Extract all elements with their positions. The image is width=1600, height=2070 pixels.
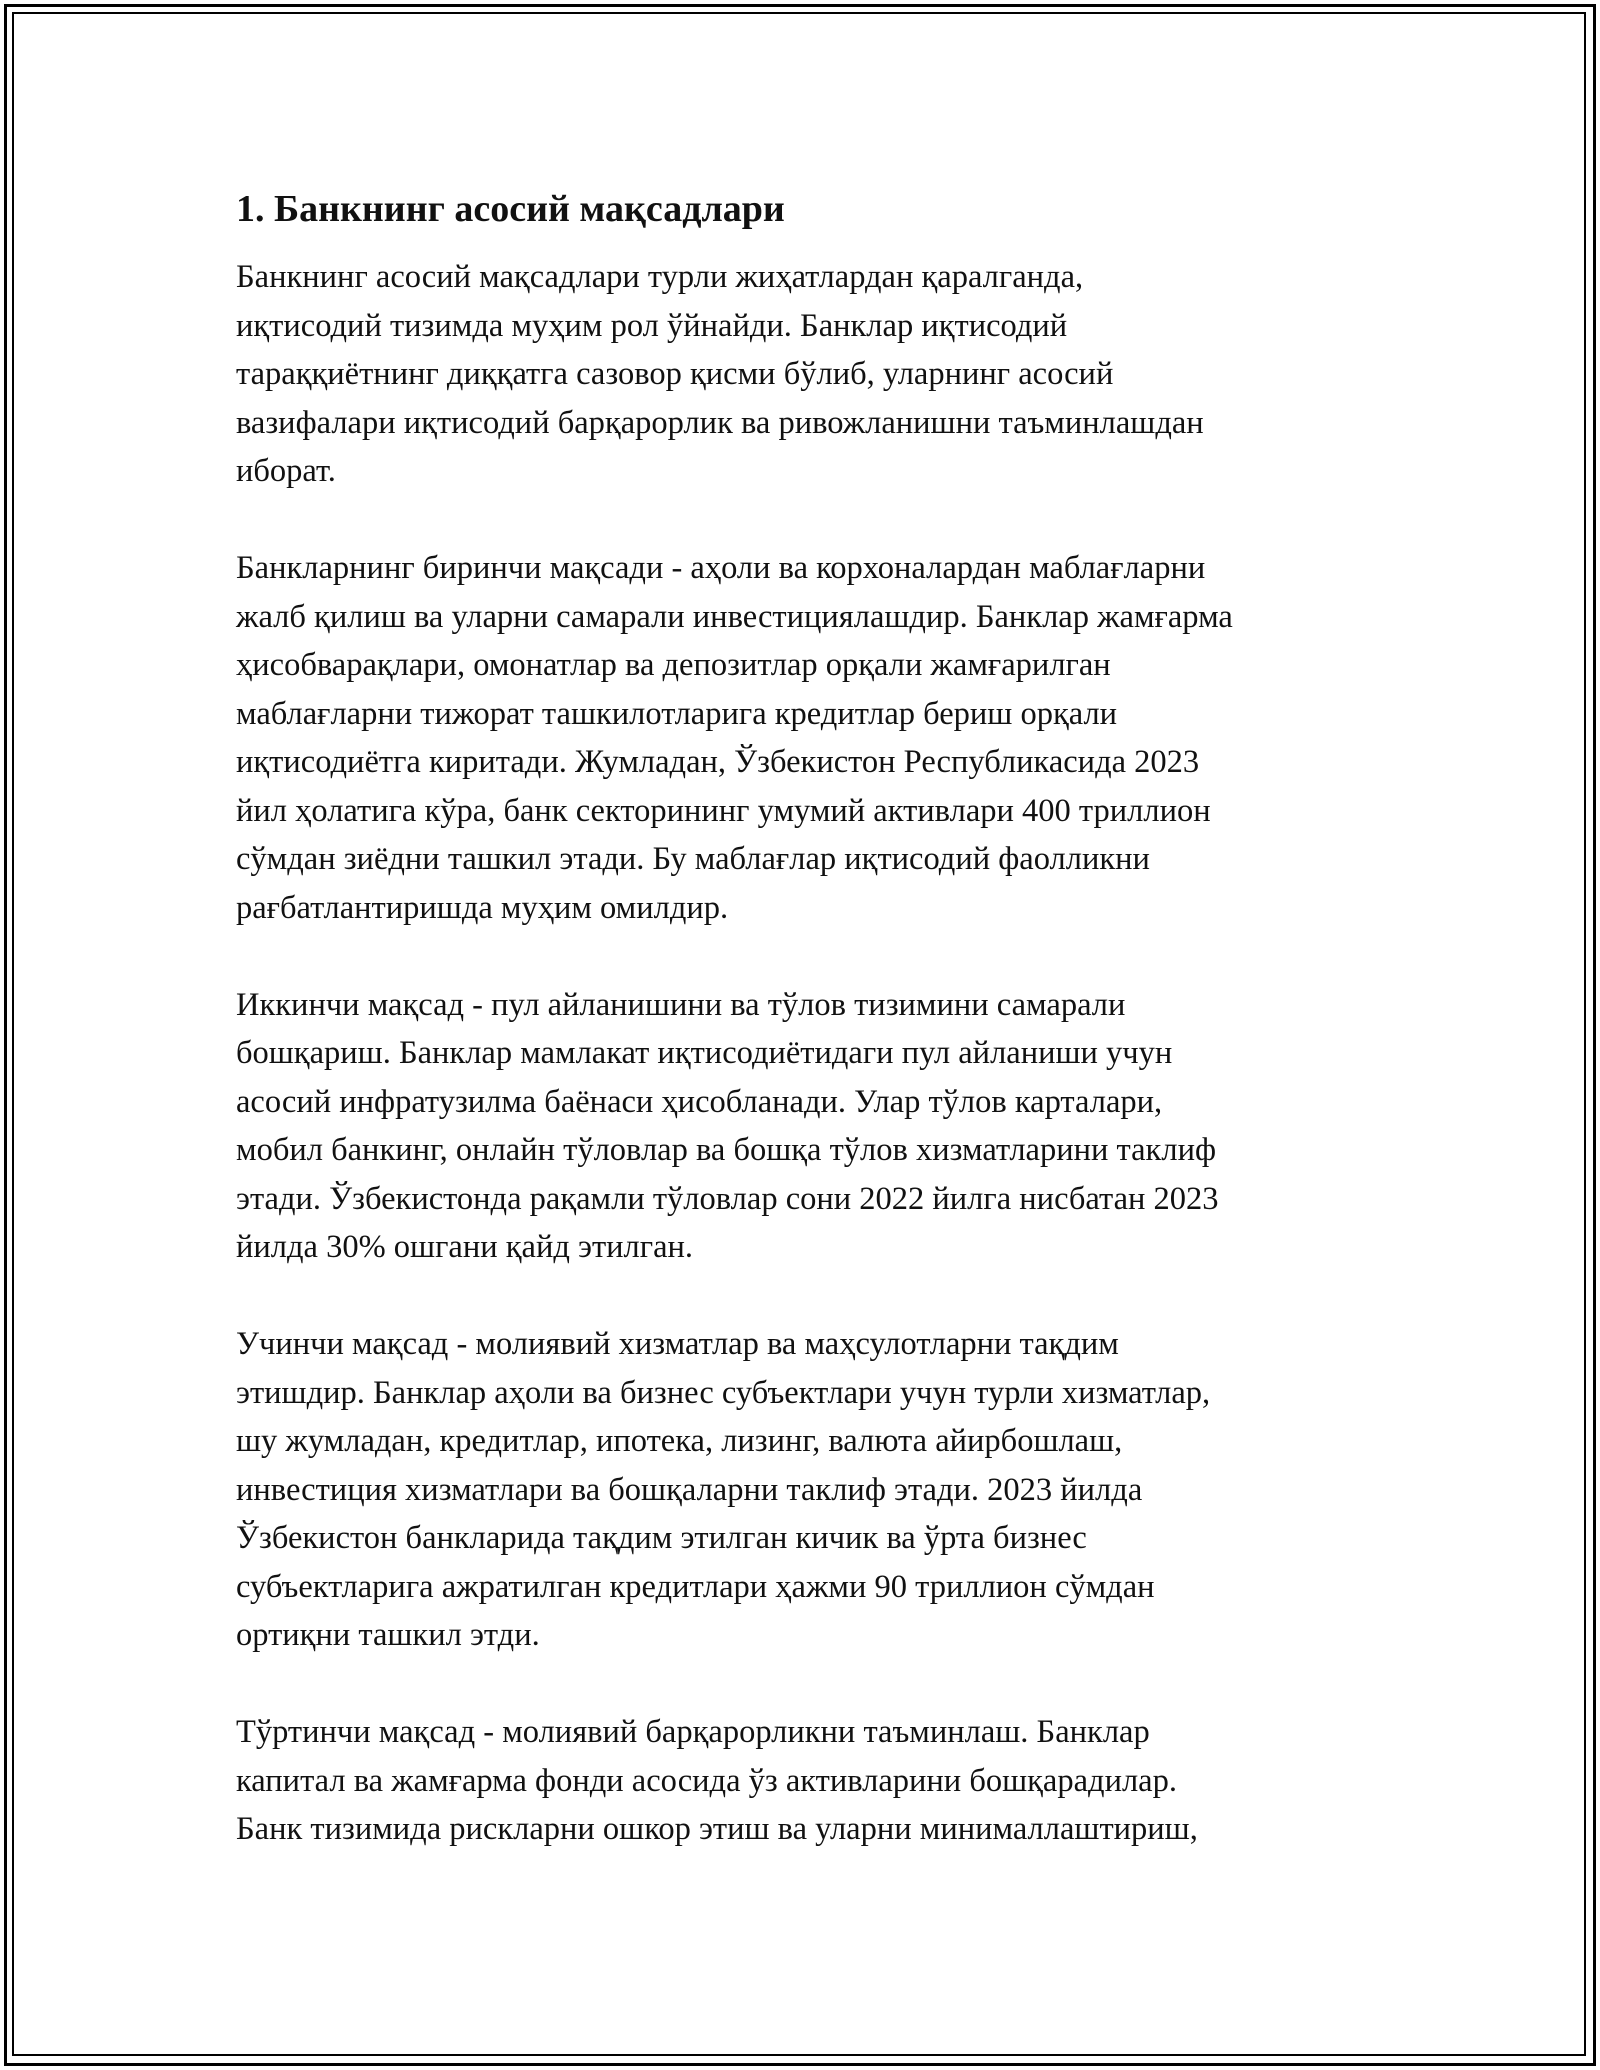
paragraph-second-goal: Иккинчи мақсад - пул айланишини ва тўлов тизимини самарали бошқариш. Банклар мамлакат иқтисодиётидаги пул айланиши учун асосий инфратузилма баёнаси ҳисобланади. Улар тўлов карталари, мобил банкинг, онлайн тўловлар ва бошқа тўлов хизматларини таклиф этади. Ўзбекистонда рақамли тўловлар сони 2022 йилга нисбатан 2023 йилда 30% ошгани қайд этилган.	[236, 986, 1219, 1265]
paragraph-fourth-goal: Тўртинчи мақсад - молиявий барқарорликни таъминлаш. Банклар капитал ва жамғарма фонди асосида ўз активларини бошқарадилар. Банк тизимида рискларни ошкор этиш ва уларни минималлаштириш,	[236, 1714, 1198, 1847]
document-body	[236, 186, 1366, 1902]
paragraph-first-goal: Банкларнинг биринчи мақсади - аҳоли ва корхоналардан маблағларни жалб қилиш ва уларни самарали инвестициялашдир. Банклар жамғарма ҳисобварақлари, омонатлар ва депозитлар орқали жамғарилган маблағларни тижорат ташкилотларига кредитлар бериш орқали иқтисодиётга киритади. Жумладан, Ўзбекистон Республикасида 2023 йил ҳолатига кўра, банк секторининг умумий активлари 400 триллион сўмдан зиёдни ташкил этади. Бу маблағлар иқтисодий фаолликни рағбатлантиришда муҳим омилдир.	[236, 550, 1233, 926]
paragraph-third-goal: Учинчи мақсад - молиявий хизматлар ва маҳсулотларни тақдим этишдир. Банклар аҳоли ва бизнес субъектлари учун турли хизматлар, шу жумладан, кредитлар, ипотека, лизинг, валюта айирбошлаш, инвестиция хизматлари ва бошқаларни таклиф этади. 2023 йилда Ўзбекистон банкларида тақдим этилган кичик ва ўрта бизнес субъектларига ажратилган кредитлари ҳажми 90 триллион сўмдан ортиқни ташкил этди.	[236, 1326, 1211, 1653]
paragraph-intro: Банкнинг асосий мақсадлари турли жиҳатлардан қаралганда, иқтисодий тизимда муҳим рол ўйнайди. Банклар иқтисодий тараққиётнинг диққатга сазовор қисми бўлиб, уларнинг асосий вазифалари иқтисодий барқарорлик ва ривожланишни таъминлашдан иборат.	[236, 259, 1204, 489]
section-heading: 1. Банкнинг асосий мақсадлари	[236, 188, 785, 230]
